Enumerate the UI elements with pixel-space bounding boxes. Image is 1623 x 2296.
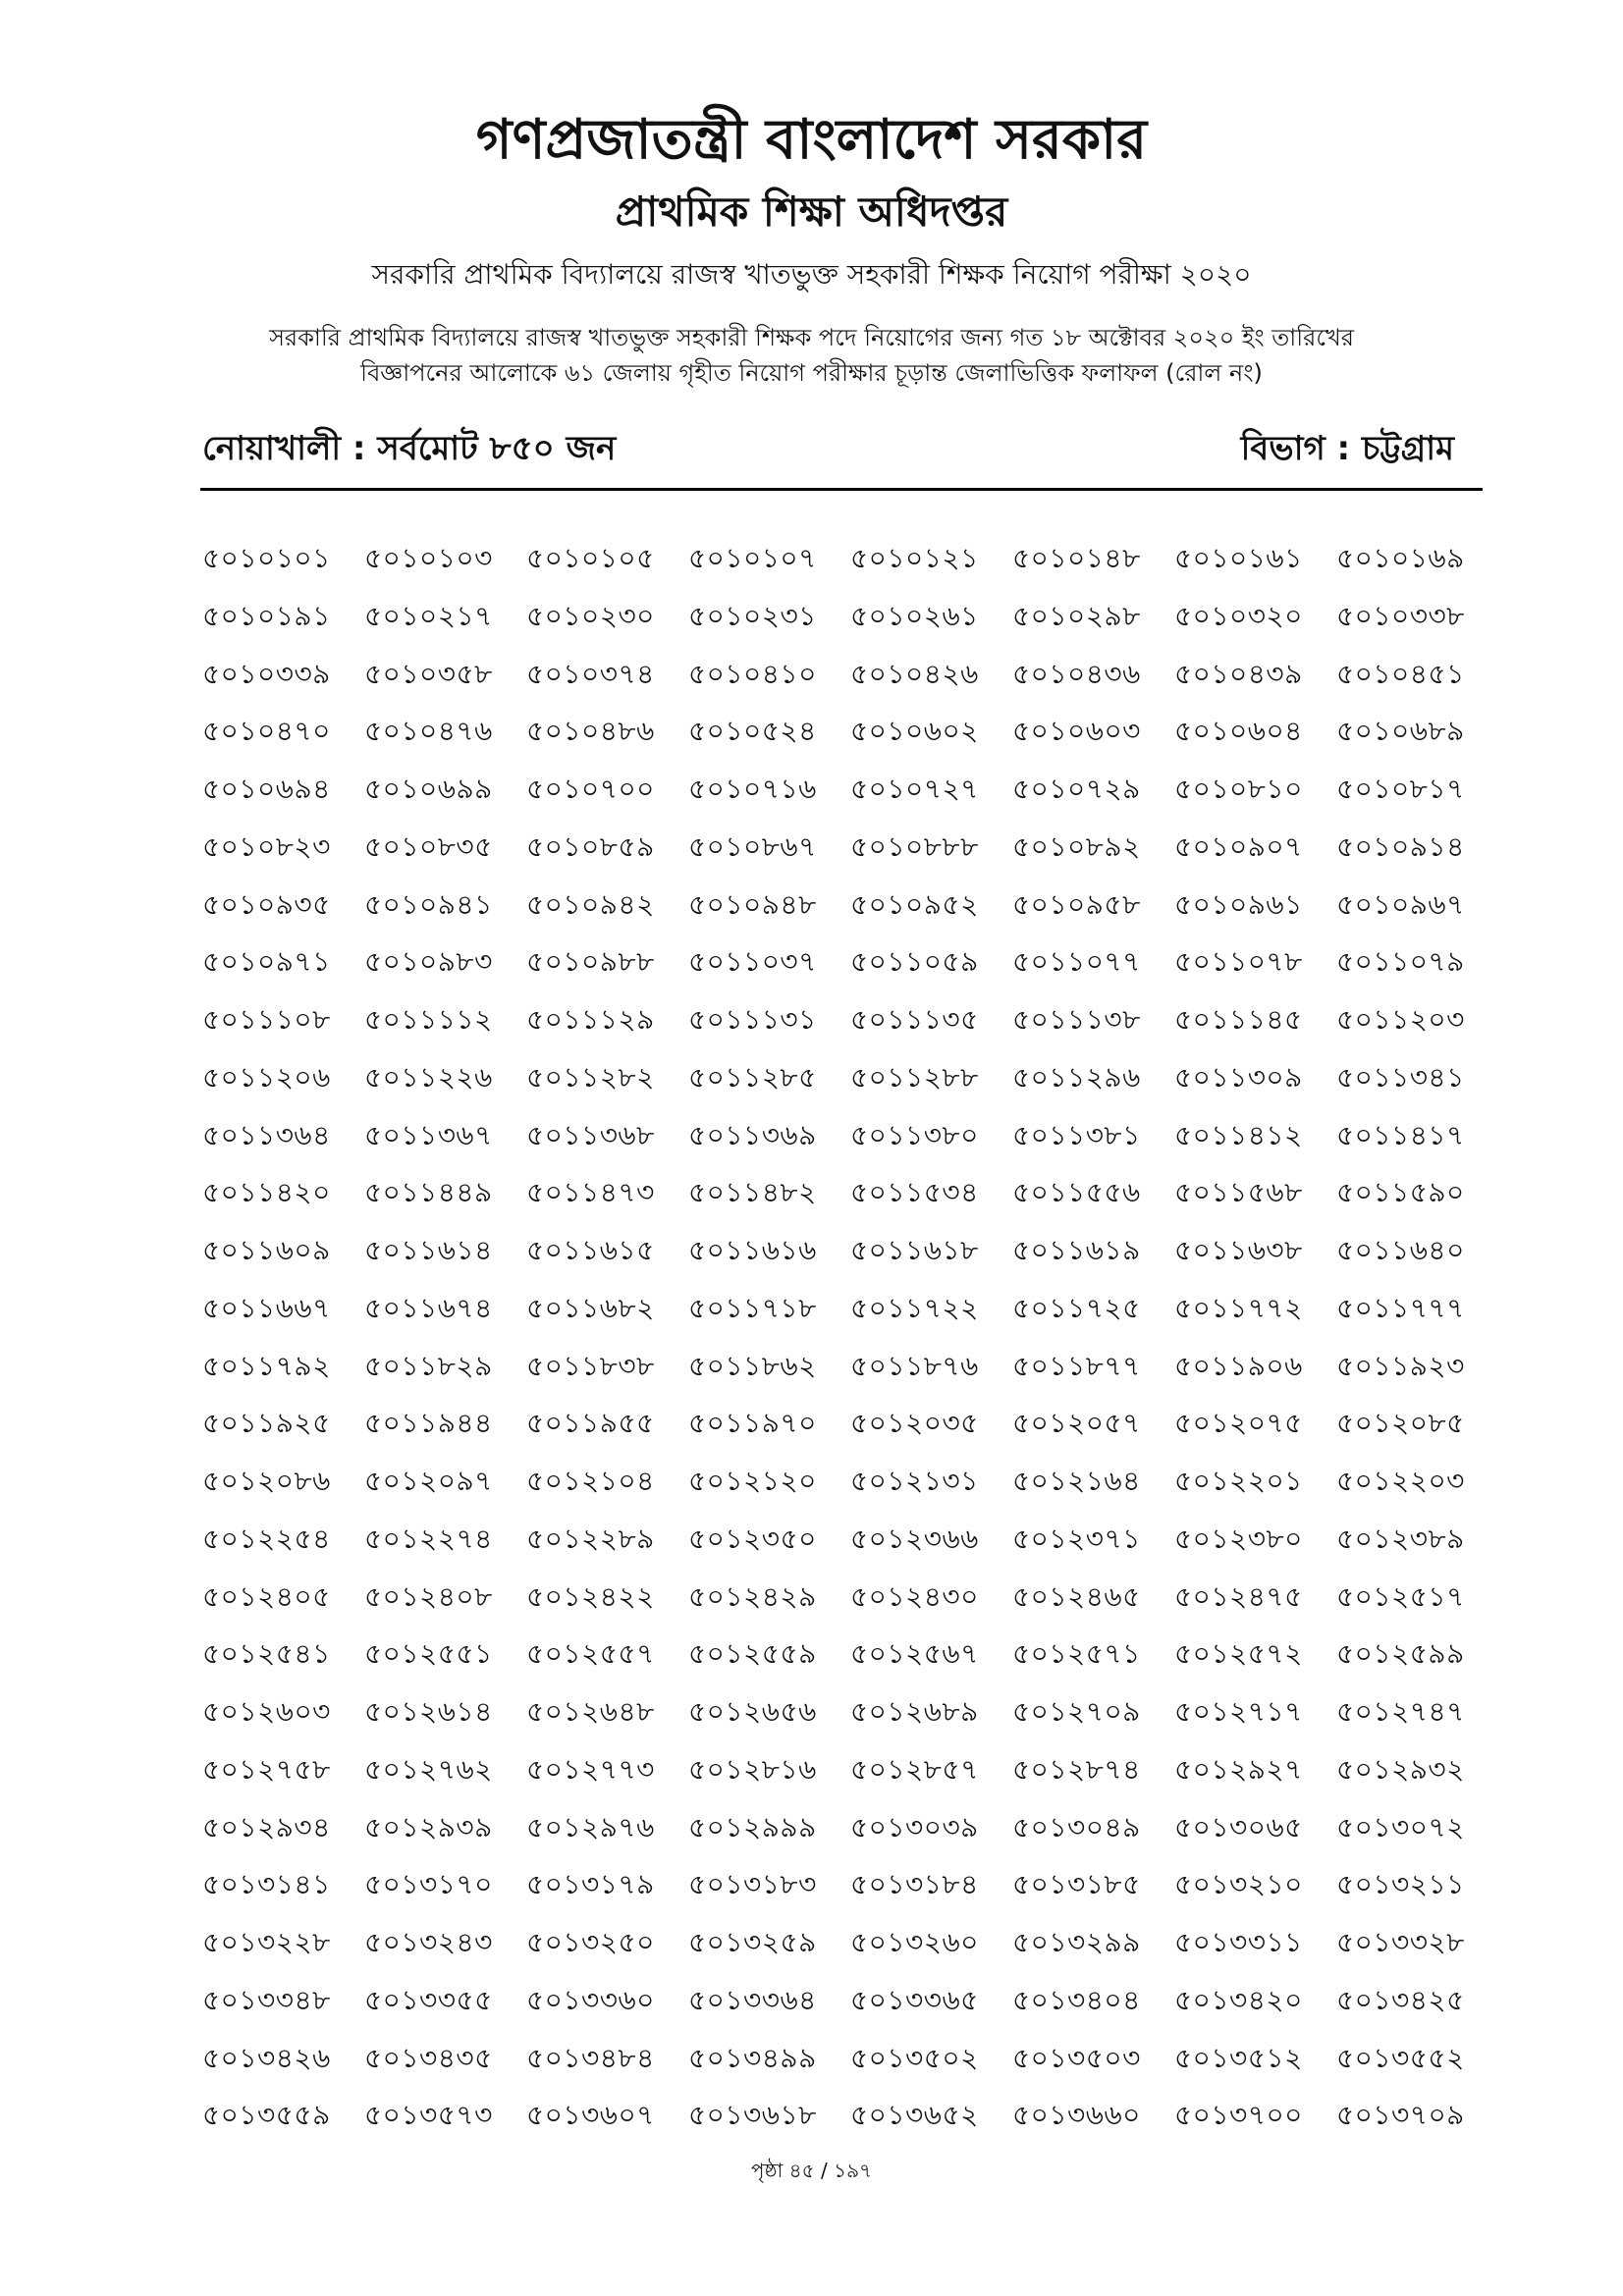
- roll-number: ৫০১২৭৪৭: [1336, 1695, 1465, 1728]
- roll-number: ৫০১১০৩৭: [688, 945, 817, 979]
- roll-number: ৫০১১৯০৬: [1174, 1349, 1303, 1382]
- roll-number: ৫০১০৯৫২: [850, 887, 979, 921]
- roll-number: ৫০১৩১৮৫: [1012, 1868, 1141, 1901]
- roll-number: ৫০১১৮৬২: [688, 1349, 817, 1382]
- roll-number: ৫০১০৮৩৫: [364, 829, 493, 863]
- roll-number: ৫০১১২৯৬: [1012, 1060, 1141, 1094]
- roll-number: ৫০১০৯৪২: [526, 887, 655, 921]
- roll-number: ৫০১৩৪২০: [1174, 1983, 1303, 2016]
- roll-number: ৫০১১৯২৫: [202, 1407, 331, 1440]
- roll-number: ৫০১৩৫৭৩: [364, 2099, 493, 2132]
- roll-number: ৫০১২৮৫৭: [850, 1752, 979, 1786]
- roll-number: ৫০১২৫৫৯: [688, 1637, 817, 1671]
- roll-number: ৫০১৩৫০৩: [1012, 2041, 1141, 2074]
- roll-number: ৫০১৩০৪৯: [1012, 1810, 1141, 1843]
- roll-number: ৫০১২০৩৫: [850, 1407, 979, 1440]
- roll-number: ৫০১২৩৮০: [1174, 1522, 1303, 1555]
- roll-number: ৫০১৩৩৬৪: [688, 1983, 817, 2016]
- roll-number: ৫০১২৭৭৩: [526, 1752, 655, 1786]
- roll-number: ৫০১১৭৭২: [1174, 1291, 1303, 1324]
- roll-number: ৫০১০৯৮৩: [364, 945, 493, 979]
- roll-number: ৫০১০১৪৮: [1012, 542, 1141, 574]
- roll-number: ৫০১২০৫৭: [1012, 1407, 1141, 1440]
- roll-number: ৫০১০১৬১: [1174, 542, 1303, 574]
- roll-number: ৫০১২৯৩৯: [364, 1810, 493, 1843]
- roll-number: ৫০১০৯৬৭: [1336, 887, 1465, 921]
- roll-number: ৫০১১২৮২: [526, 1060, 655, 1094]
- roll-number: ৫০১১৪১২: [1174, 1118, 1303, 1151]
- roll-number: ৫০১১২০৬: [202, 1060, 331, 1094]
- roll-number: ৫০১১০৫৯: [850, 945, 979, 979]
- roll-number: ৫০১২১২০: [688, 1465, 817, 1497]
- roll-number: ৫০১২১৩১: [850, 1465, 979, 1497]
- roll-number: ৫০১২৩৬৬: [850, 1522, 979, 1555]
- roll-number: ৫০১০৫২৪: [688, 715, 817, 748]
- roll-number: ৫০১০৮৬৭: [688, 829, 817, 863]
- roll-number: ৫০১৩৬০৭: [526, 2099, 655, 2132]
- roll-number: ৫০১৩২৬০: [850, 1926, 979, 1958]
- roll-number: ৫০১৩২১১: [1336, 1868, 1465, 1901]
- roll-number: ৫০১১১৩৮: [1012, 1003, 1141, 1036]
- roll-number: ৫০১০৪৭৬: [364, 715, 493, 748]
- roll-number: ৫০১১৬১৫: [526, 1234, 655, 1266]
- roll-number: ৫০১১৬৩৮: [1174, 1234, 1303, 1266]
- roll-number: ৫০১১০৭৭: [1012, 945, 1141, 979]
- roll-number: ৫০১১৬১৬: [688, 1234, 817, 1266]
- roll-number: ৫০১০৩৫৮: [364, 657, 493, 690]
- roll-number: ৫০১২৪৭৫: [1174, 1579, 1303, 1613]
- roll-number: ৫০১০৪২৬: [850, 657, 979, 690]
- roll-number: ৫০১১৭১৮: [688, 1291, 817, 1324]
- roll-number: ৫০১১৭৭৭: [1336, 1291, 1465, 1324]
- roll-number: ৫০১২৮৭৪: [1012, 1752, 1141, 1786]
- roll-number: ৫০১১৪৪৯: [364, 1176, 493, 1209]
- roll-number: ৫০১১৩৮০: [850, 1118, 979, 1151]
- roll-number: ৫০১২৫৫৭: [526, 1637, 655, 1671]
- roll-number: ৫০১০৩৩৯: [202, 657, 331, 690]
- roll-number: ৫০১২৯৩৪: [202, 1810, 331, 1843]
- roll-number: ৫০১১১৩১: [688, 1003, 817, 1036]
- roll-number-grid: [202, 530, 1498, 2145]
- roll-number: ৫০১০৩৩৮: [1336, 599, 1465, 632]
- roll-number: ৫০১১২৮৫: [688, 1060, 817, 1094]
- roll-number: ৫০১১৫৬৮: [1174, 1176, 1303, 1209]
- roll-number: ৫০১১৭২২: [850, 1291, 979, 1324]
- roll-number: ৫০১০৬৯৯: [364, 773, 493, 805]
- roll-number: ৫০১০৮১০: [1174, 773, 1303, 805]
- roll-number: ৫০১০২৬১: [850, 599, 979, 632]
- roll-number: ৫০১১৪৮২: [688, 1176, 817, 1209]
- description-line-2: বিজ্ঞাপনের আলোকে ৬১ জেলায় গৃহীত নিয়োগ পরীক্ষার চূড়ান্ত জেলাভিত্তিক ফলাফল (রোল নং): [360, 359, 1263, 387]
- roll-number: ৫০১২৫৬৭: [850, 1637, 979, 1671]
- roll-number: ৫০১৩৩৫৫: [364, 1983, 493, 2016]
- roll-number: ৫০১২২৭৪: [364, 1522, 493, 1555]
- roll-number: ৫০১৩১৪১: [202, 1868, 331, 1901]
- roll-number: ৫০১১২৮৮: [850, 1060, 979, 1094]
- exam-title: সরকারি প্রাথমিক বিদ্যালয়ে রাজস্ব খাতভুক্ত সহকারী শিক্ষক নিয়োগ পরীক্ষা ২০২০: [371, 258, 1252, 291]
- roll-number: ৫০১৩৬৬০: [1012, 2099, 1141, 2132]
- division-label: বিভাগ : চট্টগ্রাম: [1240, 429, 1454, 468]
- roll-number: ৫০১২০৮৬: [202, 1465, 331, 1497]
- page-number: পৃষ্ঠা ৪৫ / ১৯৭: [750, 2159, 873, 2182]
- roll-number: ৫০১৩০৬৫: [1174, 1810, 1303, 1843]
- roll-number: ৫০১২০৭৫: [1174, 1407, 1303, 1440]
- roll-number: ৫০১০৪৭০: [202, 715, 331, 748]
- header-divider: [200, 488, 1483, 491]
- roll-number: ৫০১০৯০৭: [1174, 829, 1303, 863]
- roll-number: ৫০১২৩৭১: [1012, 1522, 1141, 1555]
- directorate-title: প্রাথমিক শিক্ষা অধিদপ্তর: [615, 187, 1008, 236]
- roll-number: ৫০১৩৬৫২: [850, 2099, 979, 2132]
- roll-number: ৫০১১৫৩৪: [850, 1176, 979, 1209]
- roll-number: ৫০১২৯৩২: [1336, 1752, 1465, 1786]
- roll-number: ৫০১০২৯৮: [1012, 599, 1141, 632]
- roll-number: ৫০১৩৫৫২: [1336, 2041, 1465, 2074]
- roll-number: ৫০১০৮৫৯: [526, 829, 655, 863]
- roll-number: ৫০১০৯১৪: [1336, 829, 1465, 863]
- roll-number: ৫০১৩৭০৯: [1336, 2099, 1465, 2132]
- roll-number: ৫০১১৭৯২: [202, 1349, 331, 1382]
- roll-number: ৫০১১৫৯০: [1336, 1176, 1465, 1209]
- roll-number: ৫০১৩৪৯৯: [688, 2041, 817, 2074]
- roll-number: ৫০১১৯২৩: [1336, 1349, 1465, 1382]
- roll-number: ৫০১৩২১০: [1174, 1868, 1303, 1901]
- roll-number: ৫০১৩২৪৩: [364, 1926, 493, 1958]
- roll-number: ৫০১২৭১৭: [1174, 1695, 1303, 1728]
- roll-number: ৫০১২৪৩০: [850, 1579, 979, 1613]
- roll-number: ৫০১০৯৩৫: [202, 887, 331, 921]
- roll-number: ৫০১০১৬৯: [1336, 542, 1465, 574]
- roll-number: ৫০১২৭৬২: [364, 1752, 493, 1786]
- roll-number: ৫০১১০৭৮: [1174, 945, 1303, 979]
- roll-number: ৫০১১১৩৫: [850, 1003, 979, 1036]
- roll-number: ৫০১৩৩১১: [1174, 1926, 1303, 1958]
- roll-number: ৫০১১৩৮১: [1012, 1118, 1141, 1151]
- roll-number: ৫০১০৪১০: [688, 657, 817, 690]
- roll-number: ৫০১১৩৬৮: [526, 1118, 655, 1151]
- roll-number: ৫০১২১৬৪: [1012, 1465, 1141, 1497]
- roll-number: ৫০১০১০৫: [526, 542, 655, 574]
- roll-number: ৫০১০২১৭: [364, 599, 493, 632]
- roll-number: ৫০১০৬০৩: [1012, 715, 1141, 748]
- roll-number: ৫০১৩২৫৯: [688, 1926, 817, 1958]
- roll-number: ৫০১৩৪৮৪: [526, 2041, 655, 2074]
- roll-number: ৫০১০৯৭১: [202, 945, 331, 979]
- roll-number: ৫০১৩৪৩৫: [364, 2041, 493, 2074]
- roll-number: ৫০১১২২৬: [364, 1060, 493, 1094]
- roll-number: ৫০১৩৩৪৮: [202, 1983, 331, 2016]
- roll-number: ৫০১১৬৬৭: [202, 1291, 331, 1324]
- roll-number: ৫০১৩২২৮: [202, 1926, 331, 1958]
- roll-number: ৫০১২৫৪১: [202, 1637, 331, 1671]
- roll-number: ৫০১১৬০৯: [202, 1234, 331, 1266]
- roll-number: ৫০১০৭২৭: [850, 773, 979, 805]
- roll-number: ৫০১০৪৮৬: [526, 715, 655, 748]
- roll-number: ৫০১৩৪২৬: [202, 2041, 331, 2074]
- roll-number: ৫০১৩৩৬০: [526, 1983, 655, 2016]
- roll-number: ৫০১০৮১৭: [1336, 773, 1465, 805]
- roll-number: ৫০১০২৩১: [688, 599, 817, 632]
- roll-number: ৫০১৩২৯৯: [1012, 1926, 1141, 1958]
- roll-number: ৫০১২৪২৯: [688, 1579, 817, 1613]
- roll-number: ৫০১০৭০০: [526, 773, 655, 805]
- roll-number: ৫০১০১৯১: [202, 599, 331, 632]
- roll-number: ৫০১০৭১৬: [688, 773, 817, 805]
- roll-number: ৫০১১৪১৭: [1336, 1118, 1465, 1151]
- roll-number: ৫০১১৪২০: [202, 1176, 331, 1209]
- roll-number: ৫০১১৯৭০: [688, 1407, 817, 1440]
- roll-number: ৫০১২৫৫১: [364, 1637, 493, 1671]
- description-line-1: সরকারি প্রাথমিক বিদ্যালয়ে রাজস্ব খাতভুক্ত সহকারী শিক্ষক পদে নিয়োগের জন্য গত ১৮ অক্টোবর ২০২০ ইং তারিখের: [269, 324, 1354, 351]
- roll-number: ৫০১০৬০২: [850, 715, 979, 748]
- roll-number: ৫০১২৬১৪: [364, 1695, 493, 1728]
- roll-number: ৫০১১৯৫৫: [526, 1407, 655, 1440]
- roll-number: ৫০১৩১৭৯: [526, 1868, 655, 1901]
- roll-number: ৫০১০৯৪১: [364, 887, 493, 921]
- roll-number: ৫০১১৬১৮: [850, 1234, 979, 1266]
- roll-number: ৫০১৩১৮৩: [688, 1868, 817, 1901]
- roll-number: ৫০১২৪৬৫: [1012, 1579, 1141, 1613]
- roll-number: ৫০১০৯৪৮: [688, 887, 817, 921]
- roll-number: ৫০১২২০৩: [1336, 1465, 1465, 1497]
- roll-number: ৫০১১৬১৪: [364, 1234, 493, 1266]
- roll-number: ৫০১১১৪৫: [1174, 1003, 1303, 1036]
- roll-number: ৫০১২৬৫৬: [688, 1695, 817, 1728]
- roll-number: ৫০১২৬৪৮: [526, 1695, 655, 1728]
- roll-number: ৫০১১১২৯: [526, 1003, 655, 1036]
- roll-number: ৫০১৩৫৫৯: [202, 2099, 331, 2132]
- roll-number: ৫০১২৬৮৯: [850, 1695, 979, 1728]
- roll-number: ৫০১০৩২০: [1174, 599, 1303, 632]
- roll-number: ৫০১১৩০৯: [1174, 1060, 1303, 1094]
- roll-number: ৫০১১৭২৫: [1012, 1291, 1141, 1324]
- roll-number: ৫০১১৮২৯: [364, 1349, 493, 1382]
- government-title: গণপ্রজাতন্ত্রী বাংলাদেশ সরকার: [475, 108, 1148, 172]
- roll-number: ৫০১৩০৭২: [1336, 1810, 1465, 1843]
- roll-number: ৫০১২৯৯৯: [688, 1810, 817, 1843]
- roll-number: ৫০১১৪৭৩: [526, 1176, 655, 1209]
- roll-number: ৫০১০৬০৪: [1174, 715, 1303, 748]
- roll-number: ৫০১০১০৩: [364, 542, 493, 574]
- roll-number: ৫০১১৮৭৬: [850, 1349, 979, 1382]
- roll-number: ৫০১০৮৯২: [1012, 829, 1141, 863]
- roll-number: ৫০১১৮৭৭: [1012, 1349, 1141, 1382]
- roll-number: ৫০১২২০১: [1174, 1465, 1303, 1497]
- roll-number: ৫০১১৬৪০: [1336, 1234, 1465, 1266]
- roll-number: ৫০১০৬৯৪: [202, 773, 331, 805]
- roll-number: ৫০১২৩৫০: [688, 1522, 817, 1555]
- roll-number: ৫০১২৭৫৮: [202, 1752, 331, 1786]
- roll-number: ৫০১২৬০৩: [202, 1695, 331, 1728]
- roll-number: ৫০১২৯২৭: [1174, 1752, 1303, 1786]
- roll-number: ৫০১১৩৪১: [1336, 1060, 1465, 1094]
- roll-number: ৫০১১৩৬৭: [364, 1118, 493, 1151]
- roll-number: ৫০১২৫১৭: [1336, 1579, 1465, 1613]
- roll-number: ৫০১৩৬১৮: [688, 2099, 817, 2132]
- district-total-label: নোয়াখালী : সর্বমোট ৮৫০ জন: [202, 429, 617, 468]
- roll-number: ৫০১০৭২৯: [1012, 773, 1141, 805]
- roll-number: ৫০১৩১৮৪: [850, 1868, 979, 1901]
- roll-number: ৫০১০৯৮৮: [526, 945, 655, 979]
- roll-number: ৫০১০২৩০: [526, 599, 655, 632]
- roll-number: ৫০১২৫৭২: [1174, 1637, 1303, 1671]
- roll-number: ৫০১২৮১৬: [688, 1752, 817, 1786]
- roll-number: ৫০১৩৭০০: [1174, 2099, 1303, 2132]
- roll-number: ৫০১০৯৬১: [1174, 887, 1303, 921]
- roll-number: ৫০১৩০৩৯: [850, 1810, 979, 1843]
- roll-number: ৫০১৩৫০২: [850, 2041, 979, 2074]
- roll-number: ৫০১২০৯৭: [364, 1465, 493, 1497]
- roll-number: ৫০১০৩৭৪: [526, 657, 655, 690]
- roll-number: ৫০১৩৩২৮: [1336, 1926, 1465, 1958]
- roll-number: ৫০১০১০১: [202, 542, 331, 574]
- roll-number: ৫০১২১০৪: [526, 1465, 655, 1497]
- roll-number: ৫০১০৯৫৮: [1012, 887, 1141, 921]
- roll-number: ৫০১১৩৬৯: [688, 1118, 817, 1151]
- roll-number: ৫০১১৯৪৪: [364, 1407, 493, 1440]
- roll-number: ৫০১০৬৮৯: [1336, 715, 1465, 748]
- roll-number: ৫০১১০৭৯: [1336, 945, 1465, 979]
- roll-number: ৫০১২০৮৫: [1336, 1407, 1465, 1440]
- roll-number: ৫০১১১১২: [364, 1003, 493, 1036]
- roll-number: ৫০১১৬১৯: [1012, 1234, 1141, 1266]
- roll-number: ৫০১০৪৩৯: [1174, 657, 1303, 690]
- roll-number: ৫০১১১০৮: [202, 1003, 331, 1036]
- roll-number: ৫০১৩৪০৪: [1012, 1983, 1141, 2016]
- roll-number: ৫০১১২০৩: [1336, 1003, 1465, 1036]
- roll-number: ৫০১১৮৩৮: [526, 1349, 655, 1382]
- roll-number: ৫০১৩১৭০: [364, 1868, 493, 1901]
- roll-number: ৫০১২৪০৮: [364, 1579, 493, 1613]
- roll-number: ৫০১০৪৫১: [1336, 657, 1465, 690]
- roll-number: ৫০১২৪২২: [526, 1579, 655, 1613]
- roll-number: ৫০১১৩৬৪: [202, 1118, 331, 1151]
- roll-number: ৫০১২৭০৯: [1012, 1695, 1141, 1728]
- roll-number: ৫০১০৮২৩: [202, 829, 331, 863]
- roll-number: ৫০১১৬৭৪: [364, 1291, 493, 1324]
- roll-number: ৫০১০৪৩৬: [1012, 657, 1141, 690]
- roll-number: ৫০১২৩৮৯: [1336, 1522, 1465, 1555]
- roll-number: ৫০১০৮৮৮: [850, 829, 979, 863]
- roll-number: ৫০১৩৫১২: [1174, 2041, 1303, 2074]
- roll-number: ৫০১২৫৯৯: [1336, 1637, 1465, 1671]
- roll-number: ৫০১২৫৭১: [1012, 1637, 1141, 1671]
- roll-number: ৫০১২৪০৫: [202, 1579, 331, 1613]
- roll-number: ৫০১২২৮৯: [526, 1522, 655, 1555]
- roll-number: ৫০১৩২৫০: [526, 1926, 655, 1958]
- roll-number: ৫০১০১০৭: [688, 542, 817, 574]
- roll-number: ৫০১০১২১: [850, 542, 979, 574]
- roll-number: ৫০১১৫৫৬: [1012, 1176, 1141, 1209]
- roll-number: ৫০১২২৫৪: [202, 1522, 331, 1555]
- roll-number: ৫০১১৬৮২: [526, 1291, 655, 1324]
- roll-number: ৫০১৩৪২৫: [1336, 1983, 1465, 2016]
- roll-number: ৫০১২৯৭৬: [526, 1810, 655, 1843]
- roll-number: ৫০১৩৩৬৫: [850, 1983, 979, 2016]
